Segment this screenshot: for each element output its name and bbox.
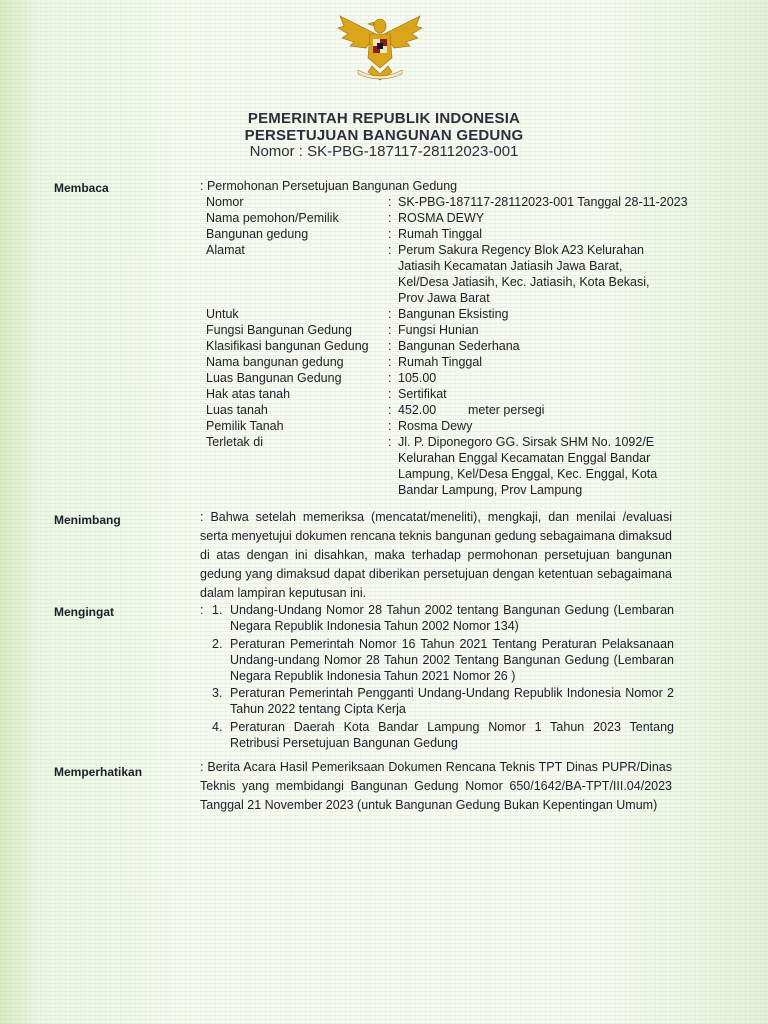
- field-colon: :: [388, 387, 392, 401]
- memperhatikan-text: : Berita Acara Hasil Pemeriksaan Dokumen Rencana Teknis TPT Dinas PUPR/Dinas Teknis yang membidangi Bangunan Gedung Nomor 650/1642/BA-TPT/III.04/2023 Tanggal 21 November 2023 (untuk Bangunan Gedung Bukan Kepentingan Umum): [200, 760, 672, 812]
- field-value-luas-bangunan: 105.00: [398, 371, 437, 385]
- field-colon: :: [388, 195, 392, 209]
- field-value-alamat: Perum Sakura Regency Blok A23 Kelurahan Jatiasih Kecamatan Jatiasih Jawa Barat, Kel/Desa Jatiasih, Kec. Jatiasih, Kota Bekasi, Prov Jawa Barat: [398, 243, 650, 305]
- section-menimbang-title: Menimbang: [54, 513, 121, 527]
- field-value-nama-bangunan: Rumah Tinggal: [398, 355, 483, 369]
- field-label-pemohon: Nama pemohon/Pemilik: [206, 211, 339, 225]
- section-membaca-title: Membaca: [54, 181, 109, 195]
- field-label-hak-tanah: Hak atas tanah: [206, 387, 291, 401]
- list-item: 1. Undang-Undang Nomor 28 Tahun 2002 tentang Bangunan Gedung (Lembaran Negara Republik Indonesia Tahun 2002 Nomor 134): [212, 603, 674, 633]
- field-colon: :: [388, 419, 392, 433]
- field-label-untuk: Untuk: [206, 307, 239, 321]
- field-label-pemilik-tanah: Pemilik Tanah: [206, 419, 284, 433]
- field-value-hak-tanah: Sertifikat: [398, 387, 447, 401]
- field-label-luas-tanah: Luas tanah: [206, 403, 268, 417]
- field-colon: :: [388, 355, 392, 369]
- mengingat-list: [212, 602, 674, 752]
- list-item: 2. Peraturan Pemerintah Nomor 16 Tahun 2021 Tentang Peraturan Pelaksanaan Undang-undang Nomor 28 Tahun 2002 Tentang Bangunan Gedung (Lembaran Negara Republik Indonesia Tahun 2021 Nomor 26 ): [212, 636, 674, 683]
- list-item: 3. Peraturan Pemerintah Pengganti Undang-Undang Republik Indonesia Nomor 2 Tahun 2022 tentang Cipta Kerja: [212, 686, 674, 716]
- field-label-alamat: Alamat: [206, 243, 245, 257]
- list-item: 4. Peraturan Daerah Kota Bandar Lampung Nomor 1 Tahun 2023 Tentang Retribusi Persetujuan Bangunan Gedung: [212, 719, 674, 750]
- field-label-luas-bangunan: Luas Bangunan Gedung: [206, 371, 342, 385]
- field-value-terletak: Jl. P. Diponegoro GG. Sirsak SHM No. 1092/E Kelurahan Enggal Kecamatan Enggal Bandar Lampung, Kel/Desa Enggal, Kec. Enggal, Kota Bandar Lampung, Prov Lampung: [398, 435, 658, 497]
- field-value-nomor: SK-PBG-187117-28112023-001 Tanggal 28-11-2023: [398, 195, 688, 209]
- field-colon: :: [388, 227, 392, 241]
- field-label-fungsi: Fungsi Bangunan Gedung: [206, 323, 352, 337]
- field-colon: :: [388, 339, 392, 353]
- mengingat-colon: :: [200, 603, 204, 617]
- field-colon: :: [388, 243, 392, 257]
- field-value-pemilik-tanah: Rosma Dewy: [398, 419, 473, 433]
- membaca-intro: : Permohonan Persetujuan Bangunan Gedung: [200, 179, 458, 193]
- field-colon: :: [388, 323, 392, 337]
- field-value-pemohon: ROSMA DEWY: [398, 211, 485, 225]
- field-value-klasifikasi: Bangunan Sederhana: [398, 339, 520, 353]
- header-document-number: Nomor : SK-PBG-187117-28112023-001: [249, 143, 519, 160]
- field-value-fungsi: Fungsi Hunian: [398, 323, 479, 337]
- field-value-untuk: Bangunan Eksisting: [398, 307, 509, 321]
- header-government: PEMERINTAH REPUBLIK INDONESIA: [247, 110, 521, 127]
- field-label-klasifikasi: Klasifikasi bangunan Gedung: [206, 339, 369, 353]
- field-label-bangunan: Bangunan gedung: [206, 227, 309, 241]
- field-colon: :: [388, 211, 392, 225]
- header-document-type: PERSETUJUAN BANGUNAN GEDUNG: [244, 127, 524, 144]
- field-label-terletak: Terletak di: [206, 435, 263, 449]
- field-unit-luas-tanah: meter persegi: [468, 403, 545, 417]
- field-colon: :: [388, 371, 392, 385]
- section-memperhatikan-title: Memperhatikan: [54, 765, 143, 779]
- field-value-luas-tanah: 452.00: [398, 403, 437, 417]
- field-colon: :: [388, 307, 392, 321]
- field-label-nomor: Nomor: [206, 195, 244, 209]
- field-label-nama-bangunan: Nama bangunan gedung: [206, 355, 344, 369]
- section-mengingat-title: Mengingat: [54, 605, 114, 619]
- field-value-bangunan: Rumah Tinggal: [398, 227, 483, 241]
- menimbang-text: : Bahwa setelah memeriksa (mencatat/meneliti), mengkaji, dan menilai /evaluasi serta menyetujui dokumen rencana teknis bangunan gedung sebagaimana dimaksud di atas dengan ini disahkan, maka terhadap permohonan persetujuan bangunan gedung yang dimaksud dapat diberikan persetujuan dengan ketentuan sebagaimana dalam lampiran keputusan ini.: [200, 510, 672, 600]
- field-colon: :: [388, 435, 392, 449]
- garuda-emblem-icon: [336, 12, 424, 82]
- field-colon: :: [388, 403, 392, 417]
